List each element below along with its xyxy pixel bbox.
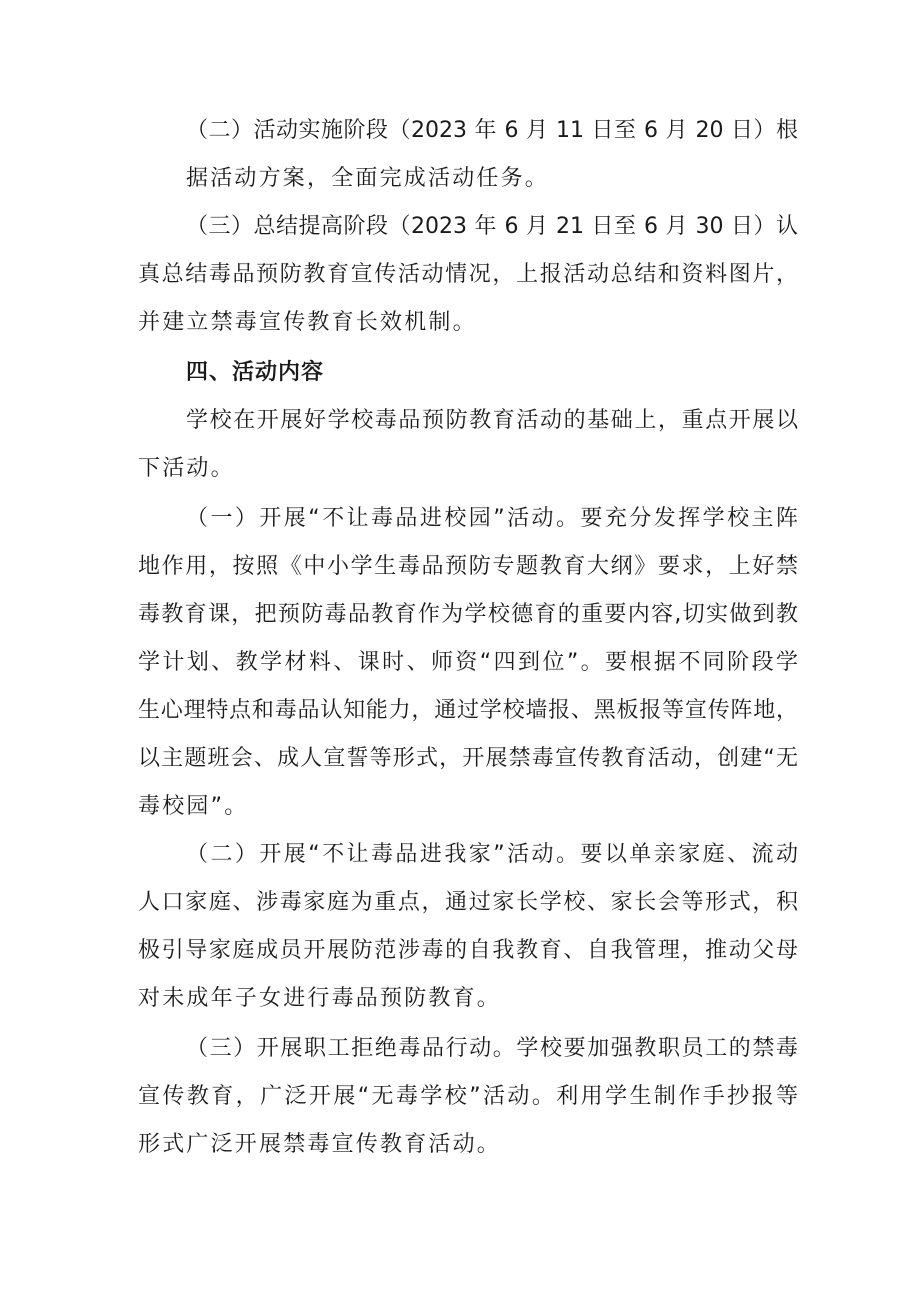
paragraph-4-line-4: 学计划、教学材料、课时、师资“四到位”。要根据不同阶段学: [138, 650, 798, 675]
paragraph-1-line-1: （二）活动实施阶段（2023 年 6 月 11 日至 6 月 20 日）根: [186, 118, 798, 143]
paragraph-2-line-3: 并建立禁毒宣传教育长效机制。: [138, 310, 477, 335]
paragraph-5-line-3: 极引导家庭成员开展防范涉毒的自我教育、自我管理，推动父母: [138, 938, 798, 963]
paragraph-2-line-2: 真总结毒品预防教育宣传活动情况，上报活动总结和资料图片，: [138, 262, 798, 287]
paragraph-3-line-1: 学校在开展好学校毒品预防教育活动的基础上，重点开展以: [186, 408, 798, 433]
section-heading: 四、活动内容: [186, 360, 325, 385]
paragraph-6-line-3: 形式广泛开展禁毒宣传教育活动。: [138, 1132, 502, 1157]
paragraph-6-line-2: 宣传教育，广泛开展“无毒学校”活动。利用学生制作手抄报等: [138, 1084, 798, 1109]
paragraph-4-line-7: 毒校园”。: [138, 794, 249, 819]
paragraph-4-line-2: 地作用，按照《中小学生毒品预防专题教育大纲》要求，上好禁: [138, 554, 798, 579]
paragraph-4-line-5: 生心理特点和毒品认知能力，通过学校墙报、黑板报等宣传阵地，: [138, 698, 798, 723]
paragraph-1-line-2: 据活动方案，全面完成活动任务。: [186, 166, 550, 191]
paragraph-2-line-1: （三）总结提高阶段（2023 年 6 月 21 日至 6 月 30 日）认: [186, 214, 798, 239]
paragraph-4-line-1: （一）开展“不让毒品进校园”活动。要充分发挥学校主阵: [186, 506, 798, 531]
paragraph-5-line-2: 人口家庭、涉毒家庭为重点，通过家长学校、家长会等形式，积: [138, 890, 798, 915]
paragraph-4-line-3: 毒教育课，把预防毒品教育作为学校德育的重要内容,切实做到教: [138, 602, 798, 627]
paragraph-5-line-4: 对未成年子女进行毒品预防教育。: [138, 986, 502, 1011]
paragraph-5-line-1: （二）开展“不让毒品进我家”活动。要以单亲家庭、流动: [186, 842, 798, 867]
paragraph-3-line-2: 下活动。: [138, 456, 235, 481]
paragraph-4-line-6: 以主题班会、成人宣誓等形式，开展禁毒宣传教育活动，创建“无: [138, 746, 798, 771]
paragraph-6-line-1: （三）开展职工拒绝毒品行动。学校要加强教职员工的禁毒: [186, 1036, 798, 1061]
